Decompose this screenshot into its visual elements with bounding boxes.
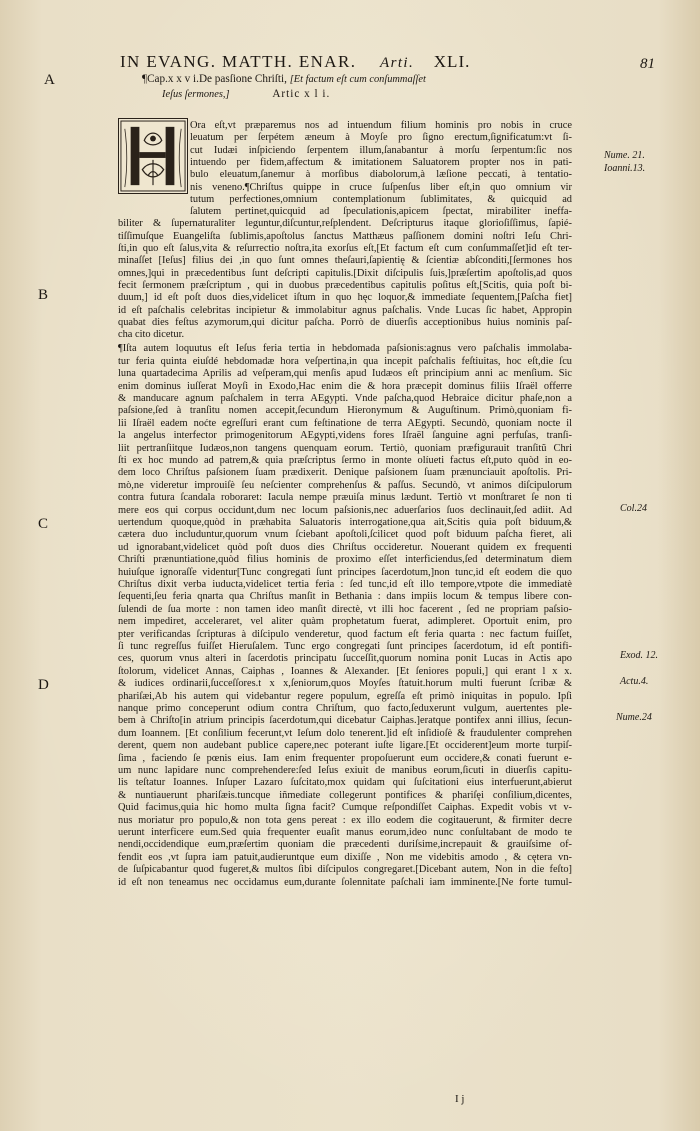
text-line: nis veneno.¶Chriſtus quippe in cruce ſuſpenſus liber eſt,in quo omnium vir	[190, 181, 572, 193]
section-mark-a: A	[44, 72, 55, 88]
text-line: Quid facimus,quia hic homo multa ſigna facit? Cumque reſpondiſſet Caiphas. Expedit vobis vt v-	[118, 802, 572, 814]
text-line: id eſt non teneamus nec occidamus eum,durante ſolennitate paſchali iam imminente.[Ne forte tumul-	[118, 876, 572, 888]
text-line: ſi tunc regreſſus fuiſſet Hieruſalem. Tunc ergo congregati ſunt principes ſacerdotum, id eſt pontifi-	[118, 641, 572, 652]
section-mark-d: D	[38, 677, 49, 693]
text-line: ſima , faciendo ſe pœnis eius. Iam enim frequenter propoſuerunt eum occidere,& conati fuerunt e-	[118, 752, 572, 764]
text-line: cætera duo includuntur,quorum vnum ſciebant apoſtoli,ſcilicet quod poſt biduum paſcha fieret, ali	[118, 529, 572, 541]
text-line: dum Ioannem. [Et conſilium fecerunt,vt Ieſum dolo tenerent.]id eſt inſidioſè & fraudulenter comprehen	[118, 727, 572, 739]
text-line: tiſſimuſque Euangeliſta ſublimis,apoſtolus ſanctus Matthæus paſſionem domini noſtri Ieſu Chri-	[118, 230, 572, 242]
text-line: minaſſet [Ieſus] filius dei ,in quo ſunt omnes theſauri,ſapientię & ſcientiæ abſconditi,[ſermones hos	[118, 255, 572, 267]
margin-note-numbers-2: Nume.24	[616, 712, 652, 723]
text-line: ¶Iſta autem loquutus eſt Ieſus feria tertia in hebdomada paſsionis:agnus vero paſchalis immolaba-	[118, 343, 572, 355]
section-mark-c: C	[38, 516, 49, 532]
text-line: ſequenti,ſeu feria qnarta qua Chriſtus manſit in Bethania : dans impiis locum & tempus libere con-	[118, 591, 572, 603]
text-line: ud ignorabant,videlicet quòd poſt duos dies Chriſtus occideretur. Nouerant quidem ex frequenti	[118, 541, 572, 553]
text-line: nus moriatur pro populo,& non tota gens pereat : ex illo eodem die cogitauerunt, & firmiter decre	[118, 814, 572, 826]
folio-number: 81	[640, 56, 655, 72]
text-line: intuendo per fidem,affectum & imitationem Saluatorem propter nos in pati-	[190, 156, 572, 168]
text-line: uertendum quoque,quòd in præhabita Saluatoris interrogatione,qua ait,Scitis quia poſt biduum,&	[118, 517, 572, 528]
text-line: Chriſtus dixit verba iuducta,videlicet tertia feria : ſed tunc,id eſt illo tempore,vtpote die immediatè	[118, 579, 572, 590]
chapter-heading	[142, 72, 562, 102]
text-line: ſalutem pertinet,quicquid ad ſpeculationis,apicem ſpectat, mirabiliter ineffa-	[190, 206, 572, 218]
text-line: ſti ex hoc mundo ad patrem,& quia præſcriptus ſermo in monte olíueti factus eſt,puto quòd in eo-	[118, 455, 572, 466]
text-line: cha cito dicetur.	[118, 329, 185, 341]
text-line: phariſæi,Ab his autem qui videbantur regere populum, egreſſa eſt primò iniquitas in populo. Ipſi	[118, 690, 572, 702]
text-line: la angelus interfector primogenitorum AEgypti,videns fores Iſraël ſanguine agni perfuſas, tranſi-	[118, 430, 572, 442]
text-line: quabat dies feſtus azymorum,qui dicitur paſcha. Porrò de diuerſis acceptionibus huius nominis paſ-	[118, 316, 572, 328]
text-line: & manducare agnum paſchalem in terra AEgypti. Vnde paſcha,quod Hebraice dicitur phaſe,non a	[118, 393, 572, 404]
text-line: bem à Chriſto[in atrium principis ſacerdotum,qui dicebatur Caiphas.]eratque pontifex anni illius, ſecun-	[118, 715, 572, 727]
text-line: nanque primo conceperunt odium contra Chriſtum, quo facto,ſeduxerunt vulgum, auertentes ple-	[118, 703, 572, 714]
running-head-section: Arti.	[380, 55, 415, 71]
text-line: lii Iſraël eadem noćte egreſſuri erant cum feſtinatione de terra AEgypti. Secundò, quoniam nocte il	[118, 417, 572, 429]
running-head	[120, 52, 580, 72]
text-line: fendit eos ,vt ſupra iam patuit,audieruntque eum dixiſſe , Non me videbitis amodo , & cętera vn-	[118, 851, 572, 863]
chapter-heading-line: ¶Cap.x x v i.De pasſione Chriſti,	[142, 73, 287, 85]
text-line: paſsione,ſed à tranſitu nomen accepit,ſecundum Hieronymum & Auguſtinum. Primò,quoniam fi-	[118, 405, 572, 417]
text-line: huiuſque ignoraſſe videntur[Tunc congregati ſunt principes ſacerdotum,]non tunc,id eſt eodem die quo	[118, 566, 572, 578]
text-line: luna quartadecima Aprilis ad veſperam,qui menſis apud Iudæos eſt principium anni ac menſium. Sic	[118, 368, 572, 380]
running-head-article: XLI.	[433, 52, 471, 71]
margin-note-col: Col.24	[620, 503, 647, 514]
text-line: duum,] id eſt poſt duos dies,videlicet iſtum in quo hęc loquor,& immediate ſequentem,[Paſcha fiet]	[118, 292, 572, 304]
text-line: dem loco Chriſtus paſsionem ſuam prædixerit. Denique paſsionem ſuam prænunciauit apoſtolis. Pri-	[118, 467, 572, 479]
text-line: contra futura ſcandala roboraret: Iacula nempe præuiſa minus lædunt. Tertiò vt monſtraret ſe non ti	[118, 492, 572, 504]
text-line: & nuntiauerunt phariſæis.tuncque iñmediate collegerunt pontifices & phariſęi conſilium,dicentes,	[118, 789, 572, 801]
text-line: tutum perfectiones,omnium contemplationum ſublimitates, & quicquid ad	[190, 193, 572, 205]
margin-note-exodus: Exod. 12.	[620, 650, 659, 661]
text-line: pter verificandas ſcripturas à diſcipulo venderetur, quod factum eſt feria quarta : nec factum fuiſſet,	[118, 628, 572, 640]
chapter-heading-artic: Artic x l i.	[272, 88, 331, 100]
text-line: nem impediret, acceleraret, vel aliter quàm prophetatum fuerat, adimpleret. Oportuit enim, pro	[118, 616, 572, 628]
text-line: nendi,occidendique eum,præſertim quoniam die præcedenti duriſsime,increpauit & grauiſsime of-	[118, 839, 572, 851]
text-line: ſulendi de ſua morte : non tamen ideo manſit directè, vt illi hoc facerent , ſed ne propriam paſsio-	[118, 603, 572, 615]
text-line: derent, quem non audebant publice capere,nec poterant iuſte ligare.[Et occiderent]eum morte turpiſ-	[118, 740, 572, 752]
text-line: ces, quorum vnus alteri in ſacerdotis principatu ſucceſſit,quorum nomina ponit Lucas in Actis apo	[118, 653, 572, 665]
text-line: id eſt paſchalis celebritas incipietur & immolabitur agnus paſchalis. Vnde Lucas ſic habet, Appropin	[118, 304, 572, 316]
text-line: Ora eſt,vt præparemus nos ad intuendum filium hominis pro nobis in cruce	[190, 120, 572, 131]
text-line: uerunt interficere eum.Sed quia frequenter euaſit manus eorum,ideo nunc conſultabant de modo te	[118, 827, 572, 838]
margin-note-acts: Actu.4.	[620, 676, 649, 687]
text-line: ſtolorum, videlicet Annas, Caiphas , Ioannes & Alexander. [Et ſeniores populi,] qui erant l x x.	[118, 665, 572, 677]
signature-mark: I j	[455, 1093, 465, 1105]
chapter-heading-quote: [Et factum eſt cum conſummaſſet	[289, 74, 426, 85]
text-line: um nunc lapidare nunc comprehendere:ſed Ieſus exiuit de manibus eorum,ſicuti in diuerſis capitu-	[118, 765, 572, 776]
chapter-heading-quote-continued: Ieſus ſermones,]	[162, 89, 230, 100]
text-line: fecit ſermonem præſcriptum , qui in duobus præcedentibus capitulis poſitus eſt,[Scitis, quia poſt bi-	[118, 279, 572, 291]
text-line: de ſuſpicabantur quod fugeret,& multos ſibi diſcipulos congregaret.[Dicebant autem, Non in die feſto]	[118, 864, 572, 876]
text-line: liit pertranſiitque Iudæos,non tangens quenquam eorum. Tertiò, quoniam præfigurauit tranſitũ Chri	[118, 442, 572, 454]
text-line: lis teſtatur Ioannes. Inſuper Lazaro ſuſcitato,mox quidam qui ſuſcitationi eius interfuerunt,abierut	[118, 777, 572, 789]
margin-note-john: Ioanni.13.	[604, 163, 646, 174]
running-head-title: IN EVANG. MATTH. ENAR.	[120, 52, 357, 71]
margin-note-numbers: Nume. 21.	[604, 150, 645, 161]
text-line: & iudices ordinarii,ſucceſſores.t x x,ſeniorum,quos Moyſes ſtatuit.horum multi fuerunt ſcribæ &	[118, 678, 572, 690]
text-line: leuatum per ſerpétem æneum à Moyſe pro ſigno erectum,ſignificatum:vt ſi-	[190, 132, 572, 144]
text-line: biliter & ſupernaturaliter leguntur,diſcuntur,reſplendent. Deſcripturus itaque glorioſiſſimus, ſapié-	[118, 218, 572, 230]
text-line: enim dominus iuſſerat Moyſi in Exodo,Hac enim die & hora præcepit dominus filiis Iſraël offerre	[118, 380, 572, 392]
text-line: cut Iudæi inſpiciendo ſerpentem illum,ſanabantur à morſu ſerpentum:ſic nos	[190, 144, 572, 156]
section-mark-b: B	[38, 287, 49, 303]
text-line: bulo eleuatum,ſanemur à morſibus diabolorum,à læſione peccati, à tentatio-	[190, 169, 572, 181]
text-line: mò,ne videretur improuiſè ſeu neſcienter comprehenſus & paſſus. Secundò, vt animos diſcipulorum	[118, 479, 572, 491]
text-line: mere eos qui corpus occidunt,dum nec locum paſsionis,nec aduerſarios ſuos declinauit,ſed adiit. Ad	[118, 504, 572, 516]
text-line: ſti,in quo eſt ſalus,vita & reſurrectio noſtra,ita exorſus eſt,[Et factum eſt cum conſummaſſet]id eſt ter-	[118, 243, 572, 254]
text-line: tur feria quinta eiuſdé hebdomadæ hora veſpertina,in qua incepit paſchalis feſtiuitas, hoc eſt,die ſcu	[118, 355, 572, 367]
text-line: Chriſti prænuntiatione,quòd filius hominis de proximo eſſet interficiendus,ſed determinatum diem	[118, 554, 572, 566]
text-line: omnes,]qui in præcedentibus ſunt deſcripti capitulis.[Dixit diſcipulis ſuis,]præſertim apoſtolis,ad quos	[118, 267, 572, 279]
